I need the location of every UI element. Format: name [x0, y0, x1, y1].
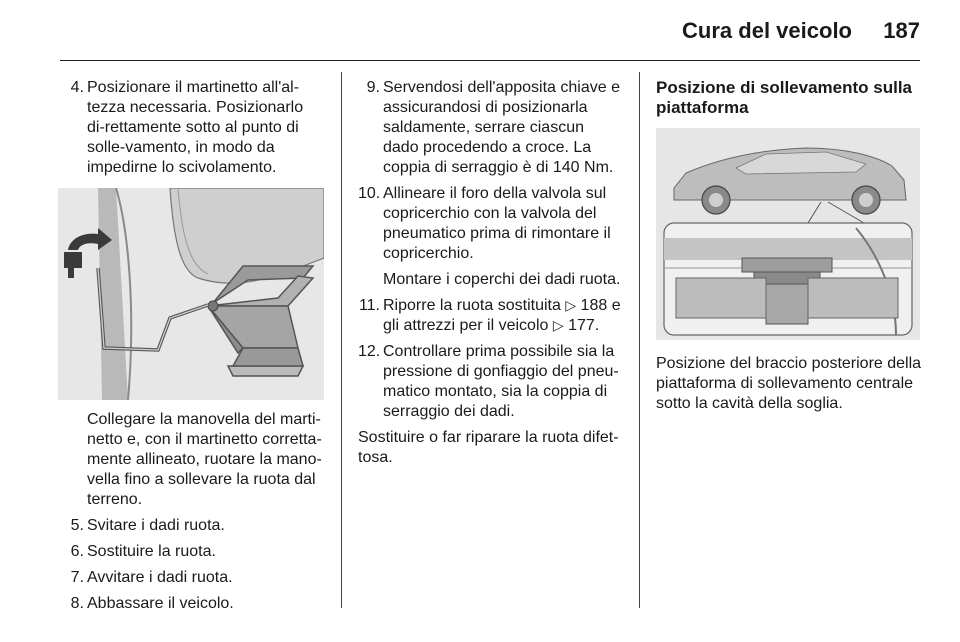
step-9 — [358, 78, 624, 178]
jack-illustration — [58, 188, 324, 400]
step-8 — [62, 594, 324, 614]
step-number: 12. — [358, 343, 381, 360]
step-text: Sostituire la ruota. — [87, 543, 216, 560]
step-text: e gli attrezzi per il veicolo — [383, 297, 621, 334]
step-text: Svitare i dadi ruota. — [87, 517, 225, 534]
step-text: Servendosi dell'apposita chiave e assicurandosi di posizionarla saldamente, serrare ciascun dado procedendo a croce. La coppia di serraggio è di 140 Nm. — [383, 79, 620, 176]
section-heading: Posizione di sollevamento sulla piattaforma — [656, 78, 913, 117]
step-number: 7. — [70, 569, 84, 586]
step-text: Riporre la ruota sostituita — [383, 297, 561, 314]
step-4 — [62, 78, 324, 178]
step-text: Allineare il foro della valvola sul copricerchio con la valvola del pneumatico prima di rimontare il copricerchio. — [383, 185, 611, 262]
column-left — [62, 78, 324, 620]
lift-platform-illustration — [656, 128, 920, 340]
step-11 — [358, 296, 624, 336]
step-text: Avvitare i dadi ruota. — [87, 569, 233, 586]
page-ref-icon: ▷ — [552, 318, 564, 334]
step-10-note: Montare i coperchi dei dadi ruota. — [383, 271, 621, 288]
column-right — [656, 78, 922, 414]
column-divider — [639, 72, 640, 608]
step-4-note: Collegare la manovella del marti-netto e, con il martinetto corretta-mente allineato, ruotare la mano-vella fino a sollevare la ruota dal terreno. — [87, 411, 322, 508]
step-7 — [62, 568, 324, 588]
step-number: 6. — [70, 543, 84, 560]
step-number: 9. — [366, 79, 380, 96]
header-rule — [60, 60, 920, 61]
step-5 — [62, 516, 324, 536]
page-ref-link[interactable]: 177. — [568, 317, 600, 334]
step-number: 11. — [358, 297, 380, 314]
chapter-title: Cura del veicolo — [682, 18, 852, 43]
step-text: Posizionare il martinetto all'al-tezza necessaria. Posizionarlo di-rettamente sotto al punto di solle-vamento, in modo da impedirne lo scivolamento. — [87, 79, 304, 176]
step-12 — [358, 342, 624, 422]
page-ref-icon: ▷ — [565, 298, 577, 314]
step-text: Abbassare il veicolo. — [87, 595, 234, 612]
page-header — [0, 0, 960, 62]
step-10 — [358, 184, 624, 264]
closing-note: Sostituire o far riparare la ruota difet-tosa. — [358, 429, 619, 466]
step-6 — [62, 542, 324, 562]
illustration-caption: Posizione del braccio posteriore della piattaforma di sollevamento centrale sotto la cavità della soglia. — [656, 355, 922, 412]
step-number: 8. — [70, 595, 84, 612]
column-divider — [341, 72, 342, 608]
step-number: 10. — [358, 185, 381, 202]
step-number: 4. — [70, 79, 84, 96]
step-text: Controllare prima possibile sia la pressione di gonfiaggio del pneu-matico montato, sia la coppia di serraggio dei dadi. — [383, 343, 619, 420]
step-number: 5. — [70, 517, 84, 534]
column-middle — [358, 78, 624, 474]
page-number: 187 — [883, 18, 920, 43]
page-ref-link[interactable]: 188 — [580, 297, 608, 314]
